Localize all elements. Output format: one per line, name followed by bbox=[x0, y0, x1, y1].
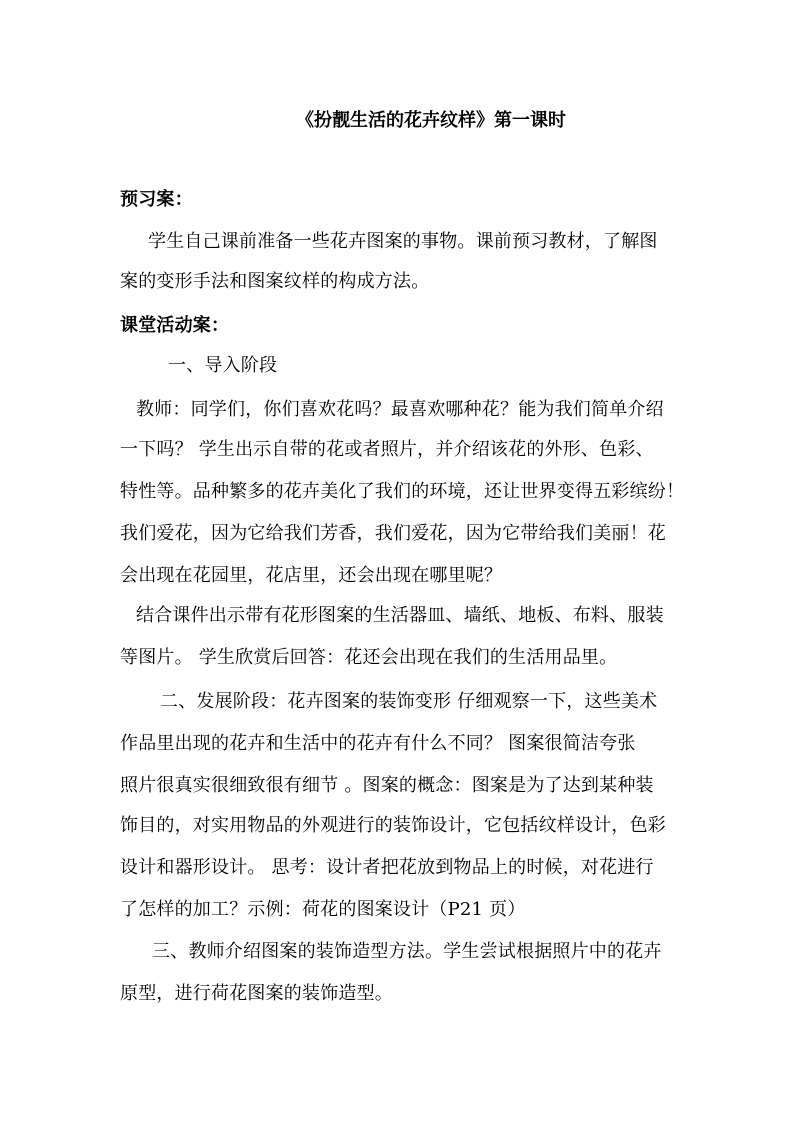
section2-line-1: 二、发展阶段：花卉图案的装饰变形 仔细观察一下，这些美术 bbox=[160, 691, 658, 712]
section1-line-4: 我们爱花，因为它给我们芳香，我们爱花，因为它带给我们美丽！花 bbox=[120, 523, 666, 544]
document-title: 《扮靓生活的花卉纹样》第一课时 bbox=[296, 110, 566, 131]
section1-title: 一、导入阶段 bbox=[168, 355, 278, 376]
section1-line-3: 特性等。品种繁多的花卉美化了我们的环境，还让世界变得五彩缤纷！ bbox=[120, 481, 685, 502]
section1-line-7: 等图片。 学生欣赏后回答：花还会出现在我们的生活用品里。 bbox=[120, 647, 618, 668]
section3-line-1: 三、教师介绍图案的装饰造型方法。学生尝试根据照片中的花卉 bbox=[152, 941, 662, 962]
section2-line-2: 作品里出现的花卉和生活中的花卉有什么不同？ 图案很简洁夸张 bbox=[120, 733, 636, 754]
preview-line-2: 案的变形手法和图案纹样的构成方法。 bbox=[120, 271, 430, 292]
section1-line-1: 教师：同学们，你们喜欢花吗？最喜欢哪种花？能为我们简单介绍 bbox=[136, 399, 664, 420]
section3-line-2: 原型，进行荷花图案的装饰造型。 bbox=[120, 983, 393, 1004]
preview-heading: 预习案： bbox=[120, 189, 193, 210]
section2-line-3: 照片很真实很细致很有细节 。图案的概念：图案是为了达到某种装 bbox=[120, 775, 654, 796]
section1-line-5: 会出现在花园里，花店里，还会出现在哪里呢？ bbox=[120, 565, 503, 586]
section2-line-5: 设计和器形设计。 思考：设计者把花放到物品上的时候，对花进行 bbox=[120, 857, 654, 878]
section1-line-6: 结合课件出示带有花形图案的生活器皿、墙纸、地板、布料、服装 bbox=[136, 605, 664, 626]
preview-line-1: 学生自己课前准备一些花卉图案的事物。课前预习教材，了解图 bbox=[148, 231, 658, 252]
section1-line-2: 一下吗？ 学生出示自带的花或者照片，并介绍该花的外形、色彩、 bbox=[120, 439, 654, 460]
section2-line-6: 了怎样的加工？示例：荷花的图案设计（P21 页） bbox=[120, 899, 526, 920]
activity-heading: 课堂活动案： bbox=[120, 315, 230, 336]
section2-line-4: 饰目的，对实用物品的外观进行的装饰设计，它包括纹样设计，色彩 bbox=[120, 815, 666, 836]
